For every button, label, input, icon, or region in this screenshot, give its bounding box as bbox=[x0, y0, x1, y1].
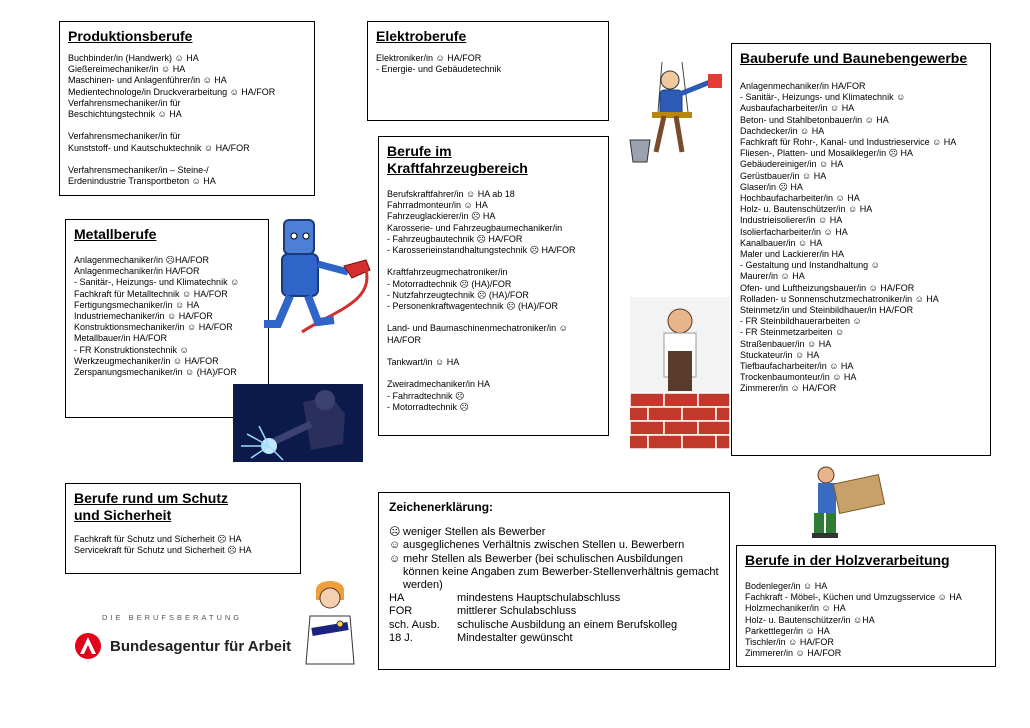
legend-key: sch. Ausb. bbox=[389, 618, 440, 631]
legend-row bbox=[389, 619, 719, 632]
box-content: Fachkraft für Schutz und Sicherheit ☹ HA Servicekraft für Schutz und Sicherheit ☹ HA bbox=[74, 534, 252, 556]
legend-row bbox=[389, 605, 719, 618]
box-content: Anlagenmechaniker/in HA/FOR - Sanitär-, Heizungs- und Klimatechnik ☺ Ausbaufacharbeiter/in ☺ HA Beton- und Stahlbetonbauer/in ☺ HA Dachdecker/in ☺ HA Fachkraft für Rohr-, Kanal- und Industrieservice ☺ HA Fliesen-, Platten- und Mosaikleger/in ☹ HA Gebäudereiniger/in ☺ HA Gerüstbauer/in ☺ HA Glaser/in ☹ HA Hochbaufacharbeiter/in ☺ HA Holz- u. Bautenschützer/in ☺ HA Industrieisolierer/in ☺ HA Isolierfacharbeiter/in ☺ HA Kanalbauer/in ☺ HA Maler und Lackierer/in HA - Gestaltung und Instandhaltung ☺ Maurer/in ☺ HA Ofen- und Luftheizungsbauer/in ☺ HA/FOR Rolladen- u Sonnenschutzmechatroniker/in ☺ HA Steinmetz/in und Steinbildhauer/in HA/FOR - FR Steinbildhauerarbeiten ☺ - FR Steinmetzarbeiten ☺ Straßenbauer/in ☺ HA Stuckateur/in ☺ HA Tiefbaufacharbeiter/in ☺ HA Trockenbaumonteur/in ☺ HA Zimmerer/in ☺ HA/FOR bbox=[740, 81, 957, 394]
legend-text: schulische Ausbildung an einem Berufskolleg bbox=[457, 618, 678, 631]
legend-key: ☺ bbox=[389, 539, 401, 552]
brand-block bbox=[74, 613, 291, 660]
legend-key: HA bbox=[389, 592, 405, 605]
box-holzverarbeitung bbox=[736, 545, 996, 667]
legend-box bbox=[378, 492, 730, 670]
box-title: Metallberufe bbox=[74, 226, 157, 242]
legend-row bbox=[389, 526, 719, 539]
legend-key: FOR bbox=[389, 605, 413, 618]
legend-row bbox=[389, 632, 719, 645]
legend-text: weniger Stellen als Bewerber bbox=[403, 526, 546, 539]
box-elektroberufe bbox=[367, 21, 609, 121]
box-bauberufe bbox=[731, 43, 991, 456]
legend-key: ☺ bbox=[389, 552, 401, 565]
box-produktionsberufe bbox=[59, 21, 315, 196]
security-officer-clipart bbox=[300, 576, 360, 666]
legend-row bbox=[389, 592, 719, 605]
legend-row bbox=[389, 553, 719, 593]
legend-text: mindestens Hauptschulabschluss bbox=[457, 592, 621, 605]
box-title: Berufe rund um Schutz und Sicherheit bbox=[74, 490, 229, 523]
legend-text: Mindestalter gewünscht bbox=[457, 631, 573, 644]
welder-clipart bbox=[233, 384, 363, 462]
bundesagentur-logo-icon bbox=[74, 632, 102, 660]
box-title: Elektroberufe bbox=[376, 28, 467, 44]
box-title: Berufe in der Holzverarbeitung bbox=[745, 552, 950, 568]
bricklayer-clipart bbox=[630, 297, 730, 449]
fuel-attendant-clipart bbox=[262, 212, 382, 342]
box-content: Buchbinder/in (Handwerk) ☺ HA Gießereimechaniker/in ☺ HA Maschinen- und Anlagenführer/in ☺ HA Medientechnologe/in Druckverarbeitung ☺ HA/FOR Verfahrensmechaniker/in für Beschichtungstechnik ☺ HA Verfahrensmechaniker/in für Kunststoff- und Kautschuktechnik ☺ HA/FOR Verfahrensmechaniker/in – Steine-/ Erdenindustrie Transportbeton ☺ HA bbox=[68, 53, 276, 187]
box-content: Berufskraftfahrer/in ☺ HA ab 18 Fahrradmonteur/in ☺ HA Fahrzeuglackierer/in ☹ HA Karosserie- und Fahrzeugbaumechaniker/in - Fahrzeugbautechnik ☹ HA/FOR - Karosserieinstandhaltungstechnik ☹ HA/FOR Kraftfahrzeugmechatroniker/in - Motorradtechnik ☹ (HA)/FOR - Nutzfahrzeugtechnik ☹ (HA)/FOR - Personenkraftwagentechnik ☹ (HA)/FOR Land- und Baumaschinenmechatroniker/in ☺ HA/FOR Tankwart/in ☺ HA Zweiradmechaniker/in HA - Fahrradtechnik ☹ - Motorradtechnik ☹ bbox=[387, 189, 576, 412]
box-title: Produktionsberufe bbox=[68, 28, 193, 44]
box-content: Elektroniker/in ☺ HA/FOR - Energie- und Gebäudetechnik bbox=[376, 53, 502, 75]
box-title: Bauberufe und Baunebengewerbe bbox=[740, 50, 968, 66]
legend-row bbox=[389, 539, 719, 552]
brand-tagline: DIE BERUFSBERATUNG bbox=[102, 613, 243, 622]
brand-logo-row bbox=[74, 632, 291, 660]
box-kraftfahrzeugbereich bbox=[378, 136, 609, 436]
legend-text: mittlerer Schulabschluss bbox=[457, 605, 577, 618]
box-schutz-sicherheit bbox=[65, 483, 301, 574]
legend-key: ☹ bbox=[389, 526, 401, 539]
legend-key: 18 J. bbox=[389, 631, 413, 644]
window-cleaner-clipart bbox=[622, 62, 732, 172]
carpenter-clipart bbox=[790, 463, 890, 541]
box-content: Bodenleger/in ☺ HA Fachkraft - Möbel-, Küchen und Umzugsservice ☺ HA Holzmechaniker/in ☺ HA Holz- u. Bautenschützer/in ☺HA Parkettleger/in ☺ HA Tischler/in ☺ HA/FOR Zimmerer/in ☺ HA/FOR bbox=[745, 581, 962, 659]
box-title: Berufe im Kraftfahrzeugbereich bbox=[387, 143, 528, 176]
legend-text: ausgeglichenes Verhältnis zwischen Stellen u. Bewerbern bbox=[403, 539, 685, 552]
brand-name: Bundesagentur für Arbeit bbox=[110, 637, 292, 655]
legend-title: Zeichenerklärung: bbox=[389, 500, 494, 514]
legend-text: mehr Stellen als Bewerber (bei schulischen Ausbildungen können keine Angaben zum Bewerber-Stellenverhältnis gemacht werden) bbox=[403, 552, 719, 592]
box-content: Anlagenmechaniker/in ☹HA/FOR Anlagenmechaniker/in HA/FOR - Sanitär-, Heizungs- und Klimatechnik ☺ Fachkraft für Metalltechnik ☺ HA/FOR Fertigungsmechaniker/in ☺ HA Industriemechaniker/in ☺ HA/FOR Konstruktionsmechaniker/in ☺ HA/FOR Metallbauer/in HA/FOR - FR Konstruktionstechnik ☺ Werkzeugmechaniker/in ☺ HA/FOR Zerspanungsmechaniker/in ☺ (HA)/FOR bbox=[74, 255, 240, 378]
